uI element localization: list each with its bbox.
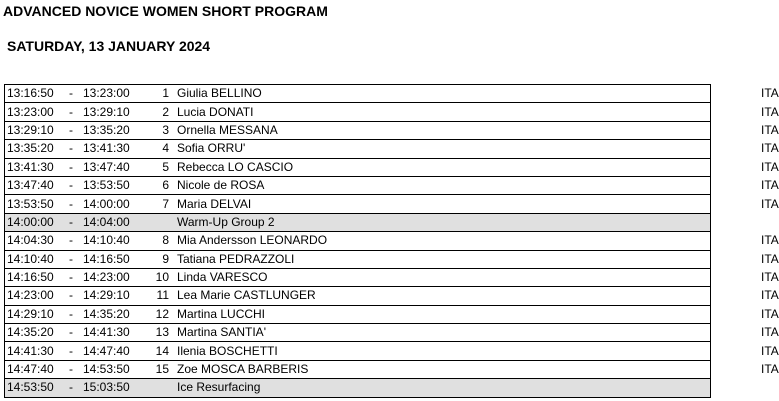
time-separator: - [69, 325, 73, 340]
time-separator: - [69, 196, 73, 211]
time-cell [5, 232, 779, 250]
start-time: 14:53:50 [7, 380, 54, 395]
nation-code: ITA [761, 141, 779, 156]
time-cell [5, 103, 779, 121]
time-separator: - [69, 362, 73, 377]
end-time: 14:47:40 [83, 343, 130, 358]
start-number: 2 [162, 104, 169, 119]
skater-name: Rebecca LO CASCIO [177, 159, 294, 174]
skater-row [5, 176, 711, 194]
time-separator: - [69, 288, 73, 303]
start-order-table [4, 84, 779, 398]
time-separator: - [69, 343, 73, 358]
time-separator: - [69, 104, 73, 119]
skater-row [5, 121, 711, 139]
skater-row [5, 250, 711, 268]
end-time: 14:10:40 [83, 233, 130, 248]
skater-row [5, 103, 711, 121]
skater-row [5, 342, 711, 360]
schedule-event-row [5, 213, 711, 231]
skater-row [5, 324, 711, 342]
nation-code: ITA [761, 270, 779, 285]
end-time: 13:53:50 [83, 178, 130, 193]
time-cell [5, 176, 779, 194]
skater-row [5, 305, 711, 323]
time-cell [5, 342, 779, 360]
time-separator: - [69, 159, 73, 174]
start-time: 14:41:30 [7, 343, 54, 358]
time-separator: - [69, 141, 73, 156]
start-number: 3 [162, 122, 169, 137]
start-time: 14:23:00 [7, 288, 54, 303]
skater-row [5, 287, 711, 305]
start-time: 14:47:40 [7, 362, 54, 377]
skater-row [5, 268, 711, 286]
skater-name: Ice Resurfacing [177, 380, 261, 395]
time-cell [5, 324, 779, 342]
time-separator: - [69, 86, 73, 101]
skater-name: Maria DELVAI [177, 196, 252, 211]
nation-code: ITA [761, 233, 779, 248]
time-cell [5, 121, 779, 139]
time-separator: - [69, 251, 73, 266]
end-time: 14:00:00 [83, 196, 130, 211]
start-time: 13:23:00 [7, 104, 54, 119]
end-time: 13:47:40 [83, 159, 130, 174]
start-number: 4 [162, 141, 169, 156]
skater-name: Martina SANTIA' [177, 325, 266, 340]
end-time: 14:53:50 [83, 362, 130, 377]
skater-row [5, 360, 711, 378]
start-time: 14:10:40 [7, 251, 54, 266]
nation-code: ITA [761, 343, 779, 358]
start-time: 14:35:20 [7, 325, 54, 340]
start-time: 14:00:00 [7, 214, 54, 229]
start-time: 13:47:40 [7, 178, 54, 193]
start-time: 14:04:30 [7, 233, 54, 248]
start-number: 9 [162, 251, 169, 266]
nation-code: ITA [761, 288, 779, 303]
nation-code: ITA [761, 306, 779, 321]
end-time: 14:29:10 [83, 288, 130, 303]
schedule-date: SATURDAY, 13 JANUARY 2024 [7, 38, 211, 54]
start-number: 8 [162, 233, 169, 248]
end-time: 13:35:20 [83, 122, 130, 137]
time-separator: - [69, 214, 73, 229]
end-time: 13:23:00 [83, 86, 130, 101]
nation-code: ITA [761, 104, 779, 119]
end-time: 14:04:00 [83, 214, 130, 229]
start-time: 13:53:50 [7, 196, 54, 211]
start-time: 13:35:20 [7, 141, 54, 156]
skater-name: Lea Marie CASTLUNGER [177, 288, 316, 303]
time-cell [5, 268, 779, 286]
time-cell [5, 287, 779, 305]
start-time: 14:16:50 [7, 270, 54, 285]
skater-name: Sofia ORRU' [177, 141, 246, 156]
end-time: 14:41:30 [83, 325, 130, 340]
start-time: 13:29:10 [7, 122, 54, 137]
end-time: 14:23:00 [83, 270, 130, 285]
page-title: ADVANCED NOVICE WOMEN SHORT PROGRAM [3, 3, 328, 19]
start-number: 10 [155, 270, 169, 285]
start-number: 7 [162, 196, 169, 211]
start-number: 14 [155, 343, 169, 358]
skater-row [5, 195, 711, 213]
nation-code: ITA [761, 159, 779, 174]
nation-code: ITA [761, 196, 779, 211]
time-separator: - [69, 270, 73, 285]
time-cell [5, 379, 711, 397]
skater-name: Mia Andersson LEONARDO [177, 233, 328, 248]
skater-row [5, 158, 711, 176]
time-cell [5, 305, 779, 323]
schedule-event-row [5, 379, 711, 397]
time-cell [5, 195, 779, 213]
skater-row [5, 85, 711, 103]
time-separator: - [69, 233, 73, 248]
end-time: 13:29:10 [83, 104, 130, 119]
start-number: 5 [162, 159, 169, 174]
start-number: 11 [156, 288, 169, 303]
nation-code: ITA [761, 178, 779, 193]
end-time: 13:41:30 [83, 141, 130, 156]
time-cell [5, 250, 779, 268]
time-separator: - [69, 122, 73, 137]
end-time: 15:03:50 [83, 380, 130, 395]
nation-code: ITA [761, 86, 779, 101]
skater-name: Zoe MOSCA BARBERIS [177, 362, 309, 377]
nation-code: ITA [761, 325, 779, 340]
skater-name: Ornella MESSANA [177, 122, 278, 137]
skater-name: Nicole de ROSA [177, 178, 265, 193]
nation-code: ITA [761, 122, 779, 137]
skater-row [5, 232, 711, 250]
start-number: 12 [155, 306, 169, 321]
start-number: 13 [155, 325, 169, 340]
time-cell [5, 213, 711, 231]
skater-name: Warm-Up Group 2 [177, 214, 275, 229]
skater-name: Lucia DONATI [177, 104, 254, 119]
skater-name: Ilenia BOSCHETTI [177, 343, 278, 358]
skater-name: Linda VARESCO [177, 270, 268, 285]
end-time: 14:35:20 [83, 306, 130, 321]
start-time: 14:29:10 [7, 306, 54, 321]
time-cell [5, 158, 779, 176]
skater-name: Giulia BELLINO [177, 86, 262, 101]
time-separator: - [69, 178, 73, 193]
skater-name: Martina LUCCHI [177, 306, 266, 321]
start-number: 6 [162, 178, 169, 193]
start-number: 1 [162, 86, 169, 101]
start-time: 13:41:30 [7, 159, 54, 174]
start-number: 15 [155, 362, 169, 377]
skater-name: Tatiana PEDRAZZOLI [177, 251, 295, 266]
time-cell [5, 360, 779, 378]
nation-code: ITA [761, 362, 779, 377]
end-time: 14:16:50 [83, 251, 130, 266]
nation-code: ITA [761, 251, 779, 266]
time-separator: - [69, 306, 73, 321]
skater-row [5, 140, 711, 158]
time-separator: - [69, 380, 73, 395]
time-cell [5, 85, 779, 103]
start-time: 13:16:50 [7, 86, 54, 101]
time-cell [5, 140, 779, 158]
